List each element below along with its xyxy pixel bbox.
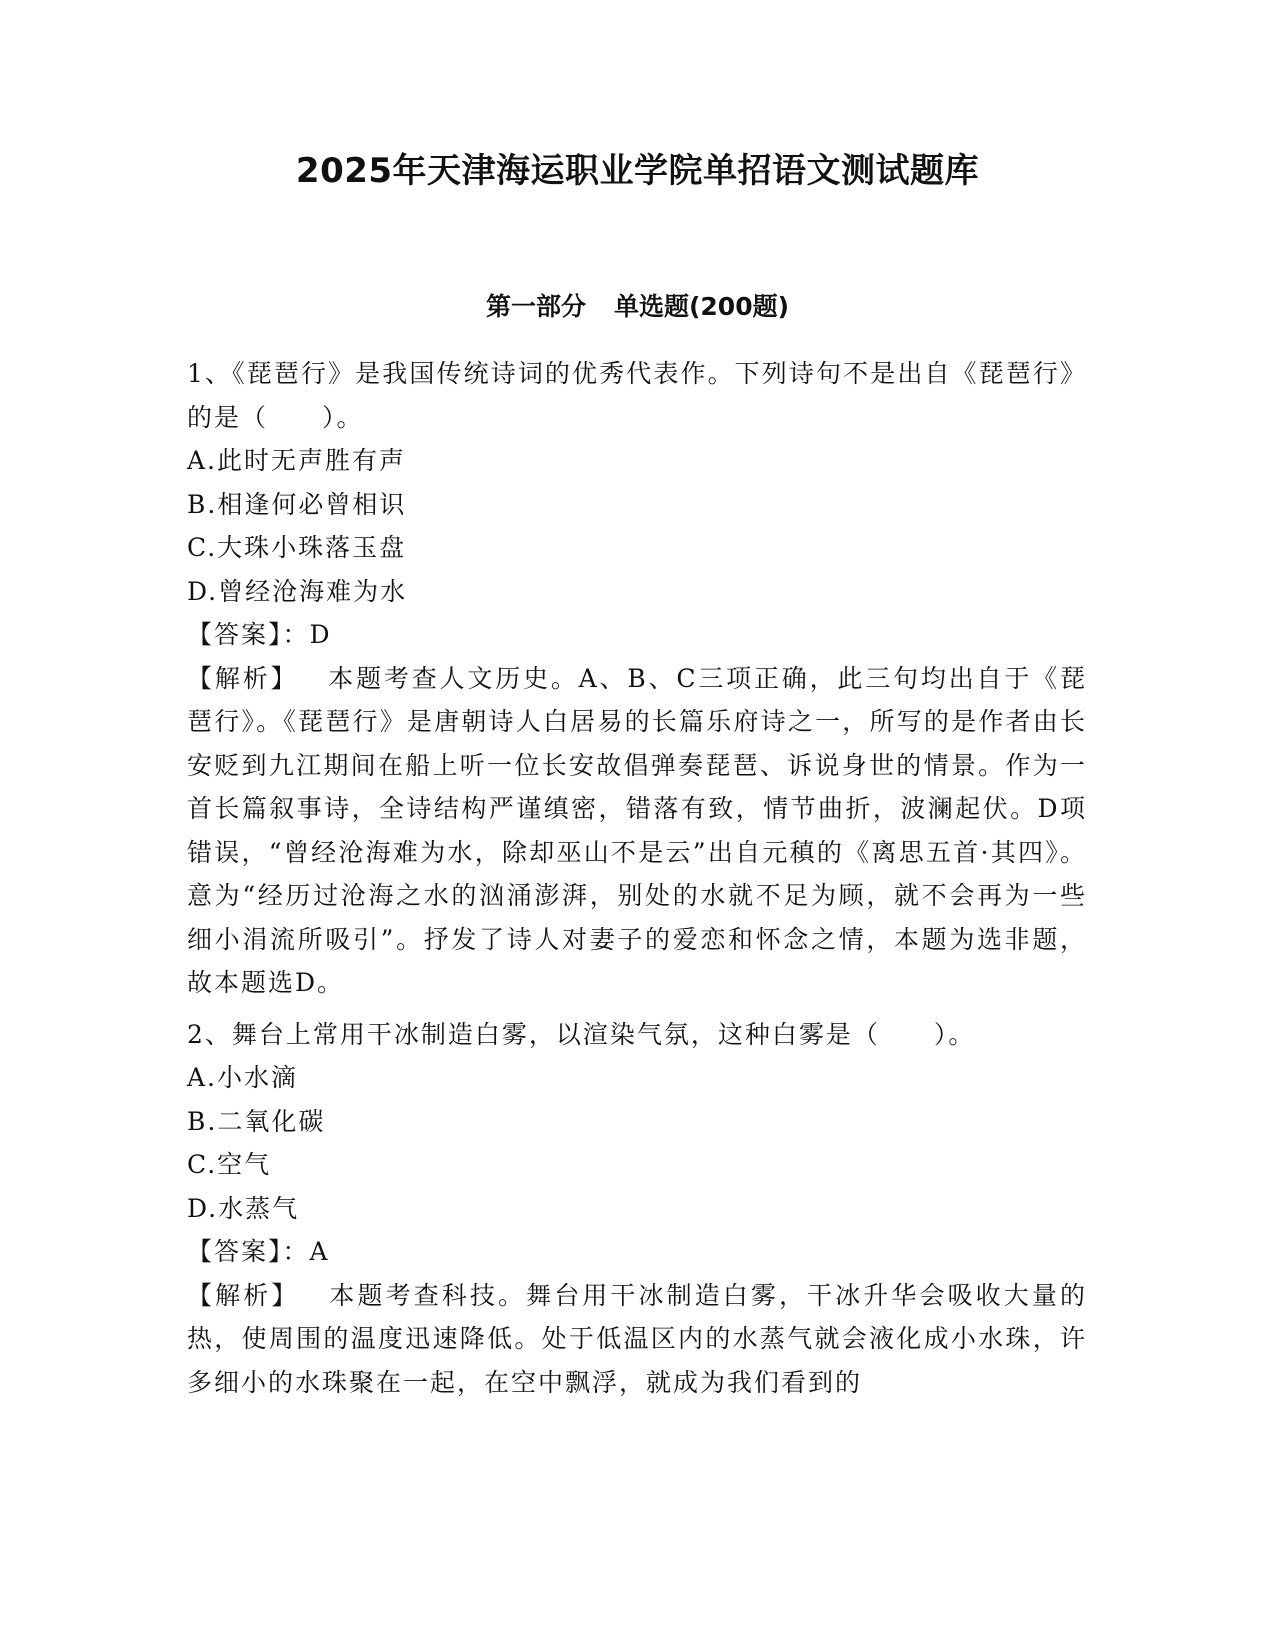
question-stem: 1、《琵琶行》是我国传统诗词的优秀代表作。下列诗句不是出自《琵琶行》的是（ ）。 bbox=[187, 359, 1087, 432]
option-b: B.二氧化碳 bbox=[187, 1106, 326, 1136]
explanation-label: 【解析】 bbox=[187, 663, 299, 693]
explanation bbox=[187, 657, 1087, 1005]
question-1 bbox=[187, 352, 1087, 1005]
section-part-label: 第一部分 bbox=[485, 292, 586, 321]
option-c: C.大珠小珠落玉盘 bbox=[187, 533, 407, 562]
answer: 【答案】：A bbox=[187, 1237, 330, 1266]
explanation-text: 本题考查人文历史。A、B、C三项正确，此三句均出自于《琵琶行》。《琵琶行》是唐朝诗人白居易的长篇乐府诗之一，所写的是作者由长安贬到九江期间在船上听一位长安故倡弹奏琵琶、诉说身世的情景。作为一首长篇叙事诗，全诗结构严谨缜密，错落有致，情节曲折，波澜起伏。D项错误，“曾经沧海难为水，除却巫山不是云”出自元稹的《离思五首·其四》。意为“经历过沧海之水的汹涌澎湃，别处的水就不足为顾，就不会再为一些细小涓流所吸引”。抒发了诗人对妻子的爱恋和怀念之情，本题为选非题，故本题选D。 bbox=[187, 663, 1087, 997]
option-d: D.曾经沧海难为水 bbox=[187, 576, 408, 606]
answer: 【答案】：D bbox=[187, 620, 332, 649]
explanation-label: 【解析】 bbox=[187, 1280, 300, 1310]
option-c: C.空气 bbox=[187, 1150, 272, 1179]
option-a: A.此时无声胜有声 bbox=[187, 446, 407, 475]
option-d: D.水蒸气 bbox=[187, 1193, 300, 1223]
option-a: A.小水滴 bbox=[187, 1063, 299, 1092]
section-name-label: 单选题(200题) bbox=[613, 292, 790, 321]
section-heading bbox=[0, 290, 1275, 324]
explanation bbox=[187, 1274, 1087, 1405]
document-title: 2025年天津海运职业学院单招语文测试题库 bbox=[295, 151, 980, 191]
question-2 bbox=[187, 1013, 1087, 1405]
question-stem: 2、舞台上常用干冰制造白雾，以渲染气氛，这种白雾是（ ）。 bbox=[187, 1019, 976, 1049]
explanation-text: 本题考查科技。舞台用干冰制造白雾，干冰升华会吸收大量的热，使周围的温度迅速降低。处于低温区内的水蒸气就会液化成小水珠，许多细小的水珠聚在一起，在空中飘浮，就成为我们看到的 bbox=[187, 1280, 1087, 1397]
questions-list bbox=[187, 352, 1087, 1404]
option-b: B.相逢何必曾相识 bbox=[187, 489, 407, 519]
